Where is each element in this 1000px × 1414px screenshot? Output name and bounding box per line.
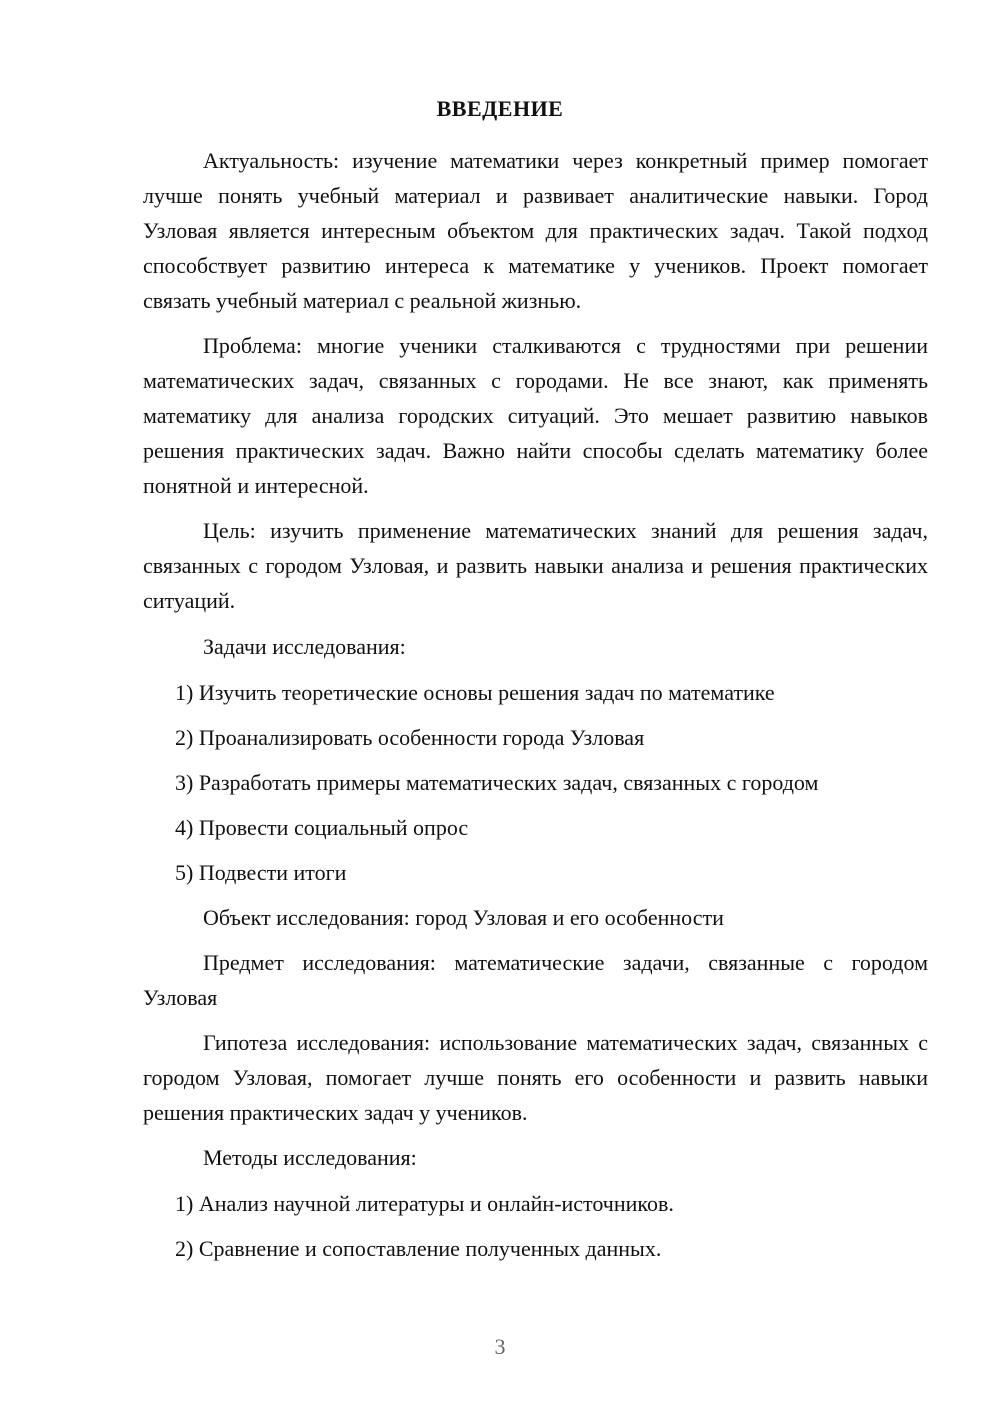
tasks-list [143, 675, 928, 890]
page-title: ВВЕДЕНИЕ [436, 96, 564, 121]
relevance-paragraph: Актуальность: изучение математики через конкретный пример помогает лучше понять учебный материал и развивает аналитические навыки. Город Узловая является интересным объектом для практических задач. Такой подход способствует развитию интереса к математике у учеников. Проект помогает связать учебный материал с реальной жизнью. [143, 148, 928, 313]
list-item: 2) Сравнение и сопоставление полученных данных. [175, 1236, 662, 1261]
list-item: 5) Подвести итоги [175, 860, 347, 885]
tasks-heading: Задачи исследования: [203, 634, 406, 659]
methods-list [143, 1186, 928, 1266]
object-line: Объект исследования: город Узловая и его особенности [203, 905, 724, 930]
methods-heading: Методы исследования: [203, 1145, 417, 1170]
page-number: 3 [494, 1334, 506, 1359]
page-content [143, 143, 928, 1266]
list-item: 3) Разработать примеры математических задач, связанных с городом [175, 770, 819, 795]
list-item: 2) Проанализировать особенности города Узловая [175, 725, 645, 750]
hypothesis-paragraph: Гипотеза исследования: использование математических задач, связанных с городом Узловая, помогает лучше понять его особенности и развить навыки решения практических задач у учеников. [143, 1030, 928, 1125]
list-item: 4) Провести социальный опрос [175, 815, 469, 840]
problem-paragraph: Проблема: многие ученики сталкиваются с трудностями при решении математических задач, связанных с городами. Не все знают, как применять математику для анализа городских ситуаций. Это мешает развитию навыков решения практических задач. Важно найти способы сделать математику более понятной и интересной. [143, 333, 928, 498]
list-item: 1) Изучить теоретические основы решения задач по математике [175, 680, 775, 705]
goal-paragraph: Цель: изучить применение математических знаний для решения задач, связанных с городом Узловая, и развить навыки анализа и решения практических ситуаций. [143, 518, 928, 613]
list-item: 1) Анализ научной литературы и онлайн-источников. [175, 1191, 674, 1216]
subject-paragraph: Предмет исследования: математические задачи, связанные с городом Узловая [143, 950, 928, 1010]
